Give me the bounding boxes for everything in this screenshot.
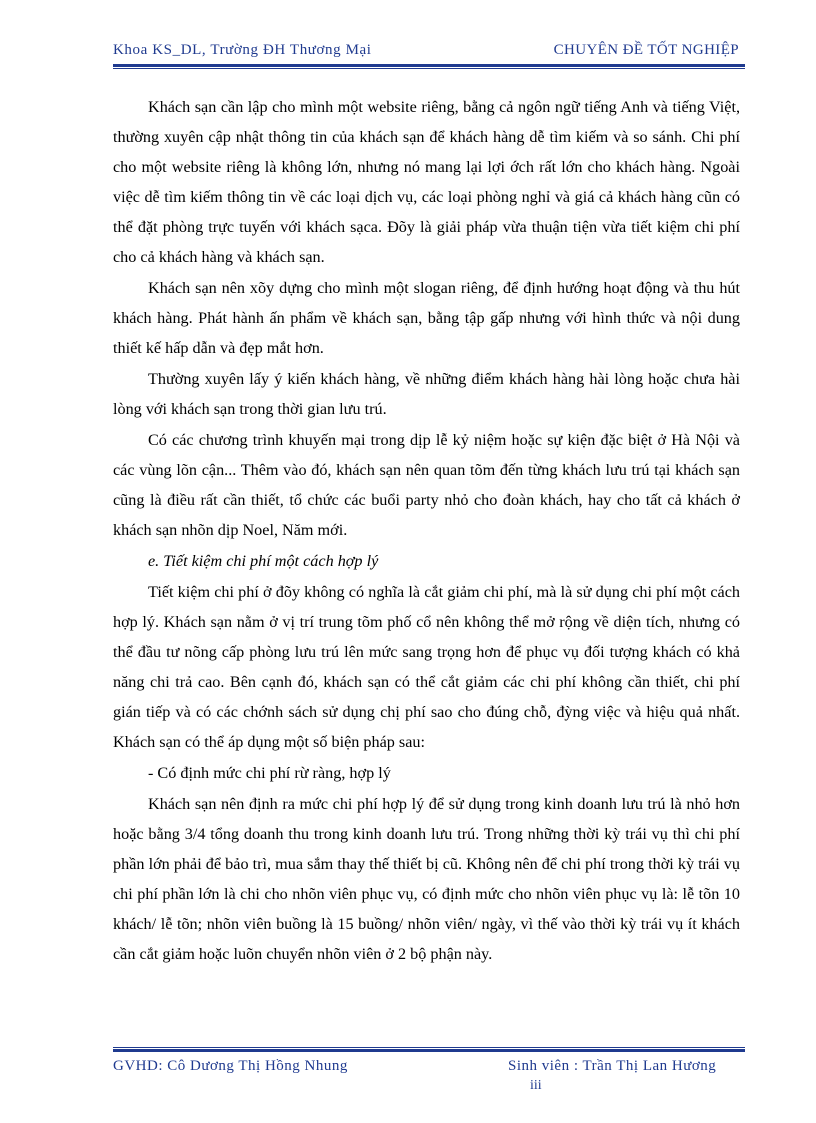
paragraph-website: Khách sạn cần lập cho mình một website riêng, bằng cả ngôn ngữ tiếng Anh và tiếng Việt, thường xuyên cập nhật thông tin của khách sạn để khách hàng dễ tìm kiếm và so sánh. Chi phí cho một website riêng là không lớn, nhưng nó mang lại lợi ớch rất lớn cho khách hàng. Ngoài việc dễ tìm kiếm thông tin về các loại dịch vụ, các loại phòng nghỉ và giá cả khách hàng cũn có thể đặt phòng trực tuyến với khách sạca. Đõy là giải pháp vừa thuận tiện vừa tiết kiệm chi phí cho cả khách hàng và khách sạn. xyxy=(113,98,740,266)
header-rule-thick xyxy=(113,64,745,67)
page-number: iii xyxy=(530,1078,542,1093)
paragraph-cost-saving: Tiết kiệm chi phí ở đõy không có nghĩa là cắt giảm chi phí, mà là sử dụng chi phí một cách hợp lý. Khách sạn nằm ở vị trí trung tõm phố cổ nên không thể mở rộng về diện tích, nhưng có thể đầu tư nõng cấp phòng lưu trú lên mức sang trọng hơn để phục vụ đối tượng khách có khả năng chi trả cao. Bên cạnh đó, khách sạn có thể cắt giảm các chi phí không cần thiết, chi phí gián tiếp và có các chớnh sách sử dụng chị phí sao cho đúng chỗ, đỳng việc và hiệu quả nhất. Khách sạn có thể áp dụng một số biện pháp sau: xyxy=(113,583,740,751)
header-rule-thin xyxy=(113,68,745,69)
section-heading-cost-saving: e. Tiết kiệm chi phí một cách hợp lý xyxy=(148,552,379,570)
paragraph-slogan: Khách sạn nên xõy dựng cho mình một slogan riêng, để định hướng hoạt động và thu hút khách hàng. Phát hành ấn phẩm về khách sạn, bằng tập gấp nhưng với hình thức và nội dung thiết kế hấp dẫn và đẹp mắt hơn. xyxy=(113,279,740,357)
document-body xyxy=(113,92,740,970)
page-header xyxy=(113,40,743,64)
header-faculty: Khoa KS_DL, Trường ĐH Thương Mại xyxy=(113,42,372,58)
footer-supervisor: GVHD: Cô Dương Thị Hồng Nhung xyxy=(113,1058,348,1074)
list-item-cost-norms: - Có định mức chi phí rừ ràng, hợp lý xyxy=(148,764,391,782)
footer-rule-thin xyxy=(113,1047,745,1048)
footer-rule-thick xyxy=(113,1049,745,1052)
paragraph-promotions: Có các chương trình khuyến mại trong dịp lễ kỷ niệm hoặc sự kiện đặc biệt ở Hà Nội và các vùng lõn cận... Thêm vào đó, khách sạn nên quan tõm đến từng khách lưu trú tại khách sạn cũng là điều rất cần thiết, tổ chức các buổi party nhỏ cho đoàn khách, hay cho tất cả khách ở khách sạn nhõn dịp Noel, Năm mới. xyxy=(113,431,740,539)
header-title: CHUYÊN ĐỀ TỐT NGHIỆP xyxy=(553,42,739,58)
footer-student: Sinh viên : Trần Thị Lan Hương xyxy=(508,1058,717,1074)
paragraph-cost-norms: Khách sạn nên định ra mức chi phí hợp lý để sử dụng trong kinh doanh lưu trú là nhỏ hơn hoặc bằng 3/4 tổng doanh thu trong kinh doanh lưu trú. Trong những thời kỳ trái vụ thì chi phí phần lớn phải để bảo trì, mua sắm thay thế thiết bị cũ. Không nên để chi phí trong thời kỳ trái vụ chi phí phần lớn là chi cho nhõn viên phục vụ, có định mức cho nhõn viên phục vụ là: lễ tõn 10 khách/ lễ tõn; nhõn viên buồng là 15 buồng/ nhõn viên/ ngày, vì thế vào thời kỳ trái vụ ít khách cần cắt giảm hoặc luõn chuyển nhõn viên ở 2 bộ phận này. xyxy=(113,795,740,963)
paragraph-feedback: Thường xuyên lấy ý kiến khách hàng, về những điểm khách hàng hài lòng hoặc chưa hài lòng với khách sạn trong thời gian lưu trú. xyxy=(113,370,740,418)
